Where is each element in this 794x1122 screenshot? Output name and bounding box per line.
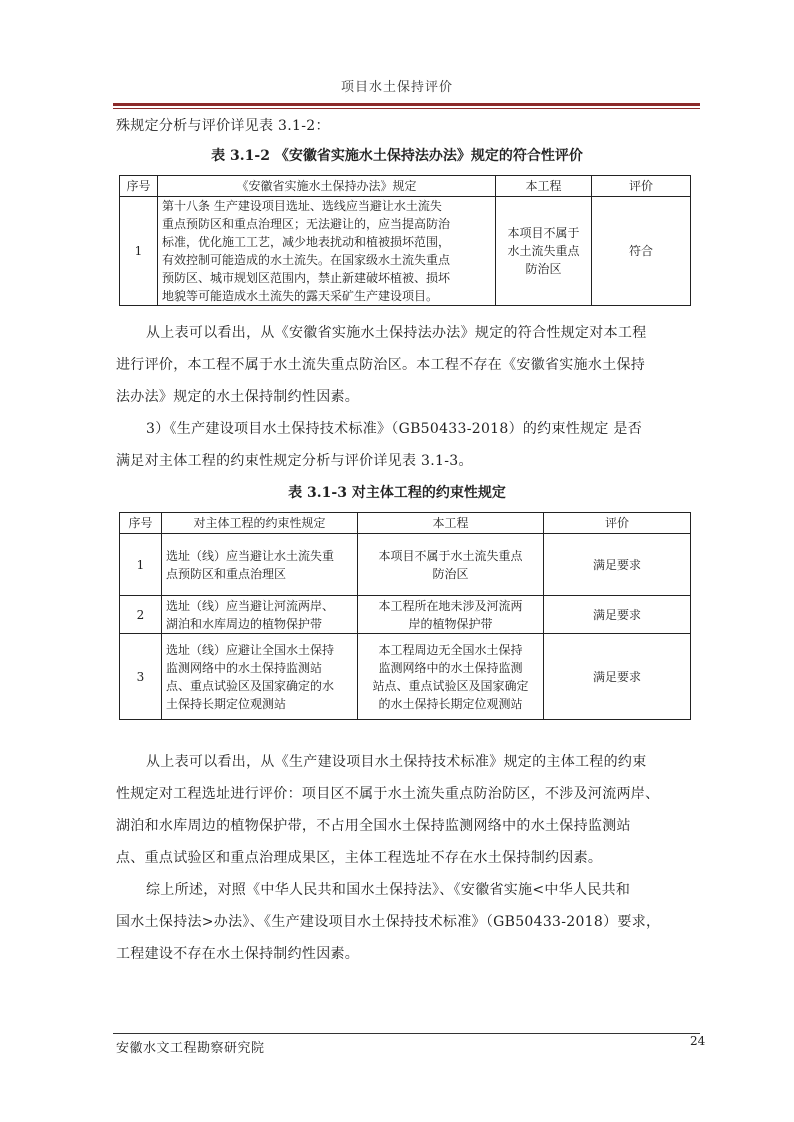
- eval-cell: 满足要求: [544, 634, 691, 720]
- project-text: 本项目不属于: [507, 226, 580, 240]
- table1-header-cell: 本工程: [496, 176, 592, 197]
- table-row: [120, 197, 691, 306]
- project-text: 本工程周边无全国水土保持: [378, 642, 523, 657]
- para4-line: 工程建设不存在水土保持制约性因素。: [116, 946, 360, 962]
- page-number: 24: [690, 1034, 706, 1048]
- project-text: 监测网络中的水土保持监测: [378, 660, 523, 675]
- row-number: 1: [120, 534, 162, 596]
- table1-header-row: [120, 176, 691, 197]
- rule-text: 重点预防区和重点治理区；无法避让的，应当提高防治: [162, 217, 451, 231]
- project-text: 防治区: [432, 566, 469, 581]
- para2-line: 满足对主体工程的约束性规定分析与评价详见表 3.1-3。: [116, 453, 473, 469]
- project-text: 防治区: [525, 262, 562, 276]
- para2-line: 3）《生产建设项目水土保持技术标准》（GB50433-2018）的约束性规定 是否: [146, 421, 643, 437]
- rule-text: 点、重点试验区及国家确定的水: [166, 678, 335, 693]
- eval-cell: 满足要求: [544, 596, 691, 634]
- para1-line: 进行评价，本工程不属于水土流失重点防治区。本工程不存在《安徽省实施水土保持: [116, 357, 646, 373]
- project-text: 本工程所在地未涉及河流两: [378, 598, 523, 613]
- eval-cell: 满足要求: [544, 534, 691, 596]
- table2-header-cell: 对主体工程的约束性规定: [162, 513, 358, 534]
- header-rule-thick: [113, 103, 700, 106]
- table1-header-cell: 评价: [592, 176, 691, 197]
- table2-header-row: [120, 513, 691, 534]
- project-text: 的水土保持长期定位观测站: [378, 696, 523, 711]
- table2: [119, 512, 691, 720]
- rule-text: 标准，优化施工工艺，减少地表扰动和植被损坏范围，: [162, 235, 451, 249]
- para4-line: 综上所述，对照《中华人民共和国水土保持法》、《安徽省实施<中华人民共和: [146, 882, 631, 898]
- rule-text: 预防区、城市规划区范围内，禁止新建破坏植被、损坏: [162, 271, 451, 285]
- rule-text: 第十八条 生产建设项目选址、选线应当避让水土流失: [162, 199, 442, 213]
- table2-header-cell: 本工程: [358, 513, 544, 534]
- project-cell: [358, 596, 544, 634]
- table1-title: 表 3.1-2 《安徽省实施水土保持法办法》规定的符合性评价: [211, 148, 583, 164]
- project-text: 岸的植物保护带: [408, 616, 493, 631]
- rule-cell: [162, 534, 358, 596]
- rule-text: 土保持长期定位观测站: [166, 696, 287, 711]
- project-text: 水土流失重点: [507, 244, 580, 258]
- para1-line: 从上表可以看出，从《安徽省实施水土保持法办法》规定的符合性规定对本工程: [146, 325, 647, 341]
- rule-text: 湖泊和水库周边的植物保护带: [166, 616, 323, 631]
- rule-text: 有效控制可能造成的水土流失。在国家级水土流失重点: [162, 253, 451, 267]
- rule-cell: [162, 596, 358, 634]
- table2-header-cell: 评价: [544, 513, 691, 534]
- intro-line: 殊规定分析与评价详见表 3.1-2：: [116, 118, 330, 134]
- header-rule-thin: [113, 108, 700, 109]
- row-number: 3: [120, 634, 162, 720]
- table2-title: 表 3.1-3 对主体工程的约束性规定: [288, 485, 506, 501]
- para1-line: 法办法》规定的水土保持制约性因素。: [116, 389, 360, 405]
- rule-text: 选址（线）应避让全国水土保持: [166, 642, 335, 657]
- page-header-title: 项目水土保持评价: [340, 80, 453, 95]
- table-row: [120, 634, 691, 720]
- para3-line: 点、重点试验区和重点治理成果区，主体工程选址不存在水土保持制约因素。: [116, 850, 603, 866]
- para3-line: 从上表可以看出，从《生产建设项目水土保持技术标准》规定的主体工程的约束: [146, 754, 647, 770]
- para4-line: 国水土保持法>办法》、《生产建设项目水土保持技术标准》（GB50433-2018）要求，: [116, 914, 661, 930]
- project-cell: [358, 534, 544, 596]
- table1-header-cell: 序号: [120, 176, 158, 197]
- eval-cell: 符合: [592, 197, 691, 306]
- project-cell: [358, 634, 544, 720]
- rule-text: 选址（线）应当避让水土流失重: [166, 548, 335, 563]
- table2-header-cell: 序号: [120, 513, 162, 534]
- project-text: 站点、重点试验区及国家确定: [372, 678, 529, 693]
- para3-line: 湖泊和水库周边的植物保护带，不占用全国水土保持监测网络中的水土保持监测站: [116, 818, 631, 834]
- footer-rule: [113, 1033, 700, 1034]
- rule-text: 选址（线）应当避让河流两岸、: [166, 598, 335, 613]
- para3-line: 性规定对工程选址进行评价：项目区不属于水土流失重点防治防区，不涉及河流两岸、: [116, 786, 660, 802]
- rule-text: 地貌等可能造成水土流失的露天采矿生产建设项目。: [162, 289, 439, 303]
- footer-organization: 安徽水文工程勘察研究院: [116, 1041, 265, 1056]
- project-cell: [496, 197, 592, 306]
- rule-cell: [158, 197, 496, 306]
- table-row: [120, 534, 691, 596]
- row-number: 1: [120, 197, 158, 306]
- table1-header-cell: 《安徽省实施水土保持办法》规定: [158, 176, 496, 197]
- rule-text: 监测网络中的水土保持监测站: [166, 660, 323, 675]
- rule-text: 点预防区和重点治理区: [166, 566, 287, 581]
- table-row: [120, 596, 691, 634]
- row-number: 2: [120, 596, 162, 634]
- project-text: 本项目不属于水土流失重点: [378, 548, 523, 563]
- rule-cell: [162, 634, 358, 720]
- table1: [119, 175, 691, 306]
